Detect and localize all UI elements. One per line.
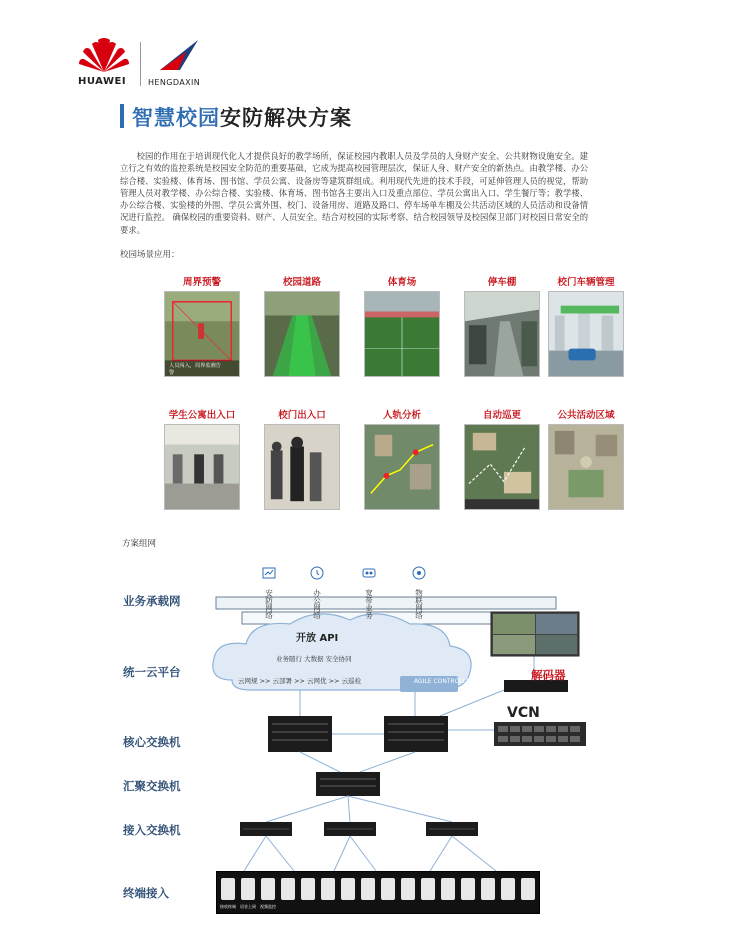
terminal-device bbox=[519, 874, 537, 912]
scene-patrol bbox=[464, 408, 540, 510]
scene-image-road bbox=[264, 291, 340, 377]
aggregation-switch bbox=[316, 772, 380, 796]
pin-icon bbox=[421, 878, 435, 900]
projector-icon bbox=[501, 878, 515, 900]
title-accent-bar bbox=[120, 104, 124, 128]
cloud-row2: 云网规 >> 云部署 >> 云网优 >> 云巡检 bbox=[238, 677, 362, 685]
core-switch-left bbox=[268, 716, 332, 752]
scene-label-perimeter: 周界预警 bbox=[182, 277, 221, 288]
scene-image-stadium bbox=[364, 291, 440, 377]
car-icon bbox=[301, 878, 315, 900]
building-icon bbox=[381, 878, 395, 900]
card-reader-icon bbox=[521, 878, 535, 900]
service-iot bbox=[408, 566, 430, 626]
terminal-device bbox=[359, 874, 377, 912]
service-security-net bbox=[258, 566, 280, 626]
terminal-label: 视频监控 bbox=[260, 904, 276, 909]
scene-image-trajectory bbox=[364, 424, 440, 510]
terminal-device bbox=[499, 874, 517, 912]
scene-gate-entrance bbox=[264, 408, 340, 510]
tier-core: 核心交换机 bbox=[123, 735, 181, 749]
terminal-device bbox=[319, 874, 337, 912]
service-label-office: 办公网络 bbox=[312, 589, 322, 619]
scene-road bbox=[264, 275, 340, 377]
scene-trajectory bbox=[364, 408, 440, 510]
scene-label-road: 校园道路 bbox=[282, 277, 321, 288]
scene-gate-vehicle bbox=[548, 275, 624, 377]
scene-bike-shed bbox=[464, 275, 540, 377]
title-rest: 安防解决方案 bbox=[220, 106, 352, 130]
tier-aggregation: 汇聚交换机 bbox=[123, 779, 181, 793]
title-highlight: 智慧校园 bbox=[132, 106, 220, 130]
lock-icon bbox=[441, 878, 455, 900]
scene-image-public-area bbox=[548, 424, 624, 510]
terminal-device bbox=[459, 874, 477, 912]
service-office-net bbox=[306, 566, 328, 626]
terminal-device bbox=[219, 874, 237, 912]
terminal-device bbox=[279, 874, 297, 912]
broadband-icon bbox=[362, 566, 376, 580]
scene-label-dorm-entrance: 学生公寓出入口 bbox=[168, 410, 236, 421]
core-switch-right bbox=[384, 716, 448, 752]
cloud-row1: 业务随行 大数据 安全协同 bbox=[276, 655, 352, 663]
huawei-name: HUAWEI bbox=[78, 76, 127, 87]
phone-icon bbox=[241, 878, 255, 900]
terminal-device bbox=[239, 874, 257, 912]
terminal-device bbox=[259, 874, 277, 912]
service-label-security: 安防网络 bbox=[264, 589, 274, 619]
iot-icon bbox=[412, 566, 426, 580]
monitor-icon bbox=[261, 878, 275, 900]
bulb-icon bbox=[321, 878, 335, 900]
terminal-device bbox=[379, 874, 397, 912]
scene-label-trajectory: 人轨分析 bbox=[382, 410, 421, 421]
service-label-broadband: 宽带业务 bbox=[364, 589, 374, 619]
terminal-device bbox=[299, 874, 317, 912]
office-net-icon bbox=[310, 566, 324, 580]
scene-image-bike-shed bbox=[464, 291, 540, 377]
decoder-label: 解码器 bbox=[531, 668, 566, 682]
scene-label: 校园场景应用： bbox=[120, 250, 180, 260]
scene-label-bike-shed: 停车棚 bbox=[487, 277, 517, 288]
hengdaxin-name: HENGDAXIN bbox=[148, 78, 201, 87]
tier-access: 接入交换机 bbox=[123, 823, 181, 837]
scene-label-gate-vehicle: 校门车辆管理 bbox=[557, 277, 615, 288]
thermometer-icon bbox=[361, 878, 375, 900]
terminal-label: 接收终端 bbox=[220, 904, 236, 909]
vcn-storage bbox=[494, 722, 586, 746]
scene-image-dorm-entrance bbox=[164, 424, 240, 510]
scene-stadium bbox=[364, 275, 440, 377]
terminal-device bbox=[439, 874, 457, 912]
scene-image-perimeter bbox=[164, 291, 240, 377]
service-broadband bbox=[358, 566, 380, 626]
tier-platform: 统一云平台 bbox=[123, 665, 181, 679]
scene-label-stadium: 体育场 bbox=[387, 277, 417, 288]
screen-icon bbox=[461, 878, 475, 900]
terminal-label: 语音上网 bbox=[240, 904, 256, 909]
scene-label-public-area: 公共活动区域 bbox=[557, 410, 615, 421]
scene-caption-perimeter: 人员闯入，周界监测告警 bbox=[169, 363, 221, 376]
scene-image-gate-vehicle bbox=[548, 291, 624, 377]
scene-label-patrol: 自动巡更 bbox=[482, 410, 521, 421]
hengdaxin-logo-icon bbox=[158, 38, 200, 72]
terminal-strip bbox=[216, 871, 540, 914]
printer-icon bbox=[481, 878, 495, 900]
page-title bbox=[132, 102, 352, 132]
tier-terminal: 终端接入 bbox=[123, 886, 169, 900]
intro-paragraph: 校园的作用在于培训现代化人才提供良好的教学场所，保证校园内教职人员及学员的人身财产安全、公共财物设施安全。建立行之有效的监控系统是校园安全防范的重要基础，它成为提高校园管理层次，保证人身、财产安全的新热点。由教学楼、办公综合楼、实验楼、体育场、图书馆、学员公寓、设备房等建筑群组成。利用现代先进的技术手段，可延伸管理人员的视觉，帮助管理人员对教学楼、办公综合楼、实验楼、体育场、图书馆各主要出入口及重点部位、学员公寓出入口、学生餐厅等；教学楼、办公综合楼、实验楼的外围、学员公寓外围、校门、设备用房、道路及路口、停车场单车棚及公共活动区域的人员活动和设备情况进行监控。 确保校园的重要资料、财产、人员安全。结合对校园的实际考察、结合校园领导及校园保卫部门对校园日常安全的要求。 bbox=[120, 151, 588, 235]
people-icon bbox=[281, 878, 295, 900]
controller-label: AGILE CONTROLLER bbox=[414, 678, 475, 685]
logo-divider bbox=[140, 42, 141, 86]
sensor-icon bbox=[341, 878, 355, 900]
scene-public-area bbox=[548, 408, 624, 510]
scene-label-gate-entrance: 校门出入口 bbox=[278, 410, 326, 421]
cloud-api-label: 开放 API bbox=[296, 633, 339, 644]
scene-dorm-entrance bbox=[164, 408, 240, 510]
extinguisher-icon bbox=[401, 878, 415, 900]
tier-business: 业务承载网 bbox=[123, 594, 181, 608]
scene-image-gate-entrance bbox=[264, 424, 340, 510]
terminal-device bbox=[419, 874, 437, 912]
terminal-device bbox=[479, 874, 497, 912]
terminal-device bbox=[399, 874, 417, 912]
huawei-logo-icon bbox=[78, 38, 130, 74]
scene-image-patrol bbox=[464, 424, 540, 510]
vcn-label: VCN bbox=[507, 705, 540, 721]
scene-perimeter bbox=[164, 275, 240, 377]
scheme-label: 方案组网 bbox=[122, 539, 157, 549]
security-net-icon bbox=[262, 566, 276, 580]
service-label-iot: 物联网络 bbox=[414, 589, 424, 619]
camera-icon bbox=[221, 878, 235, 900]
terminal-device bbox=[339, 874, 357, 912]
